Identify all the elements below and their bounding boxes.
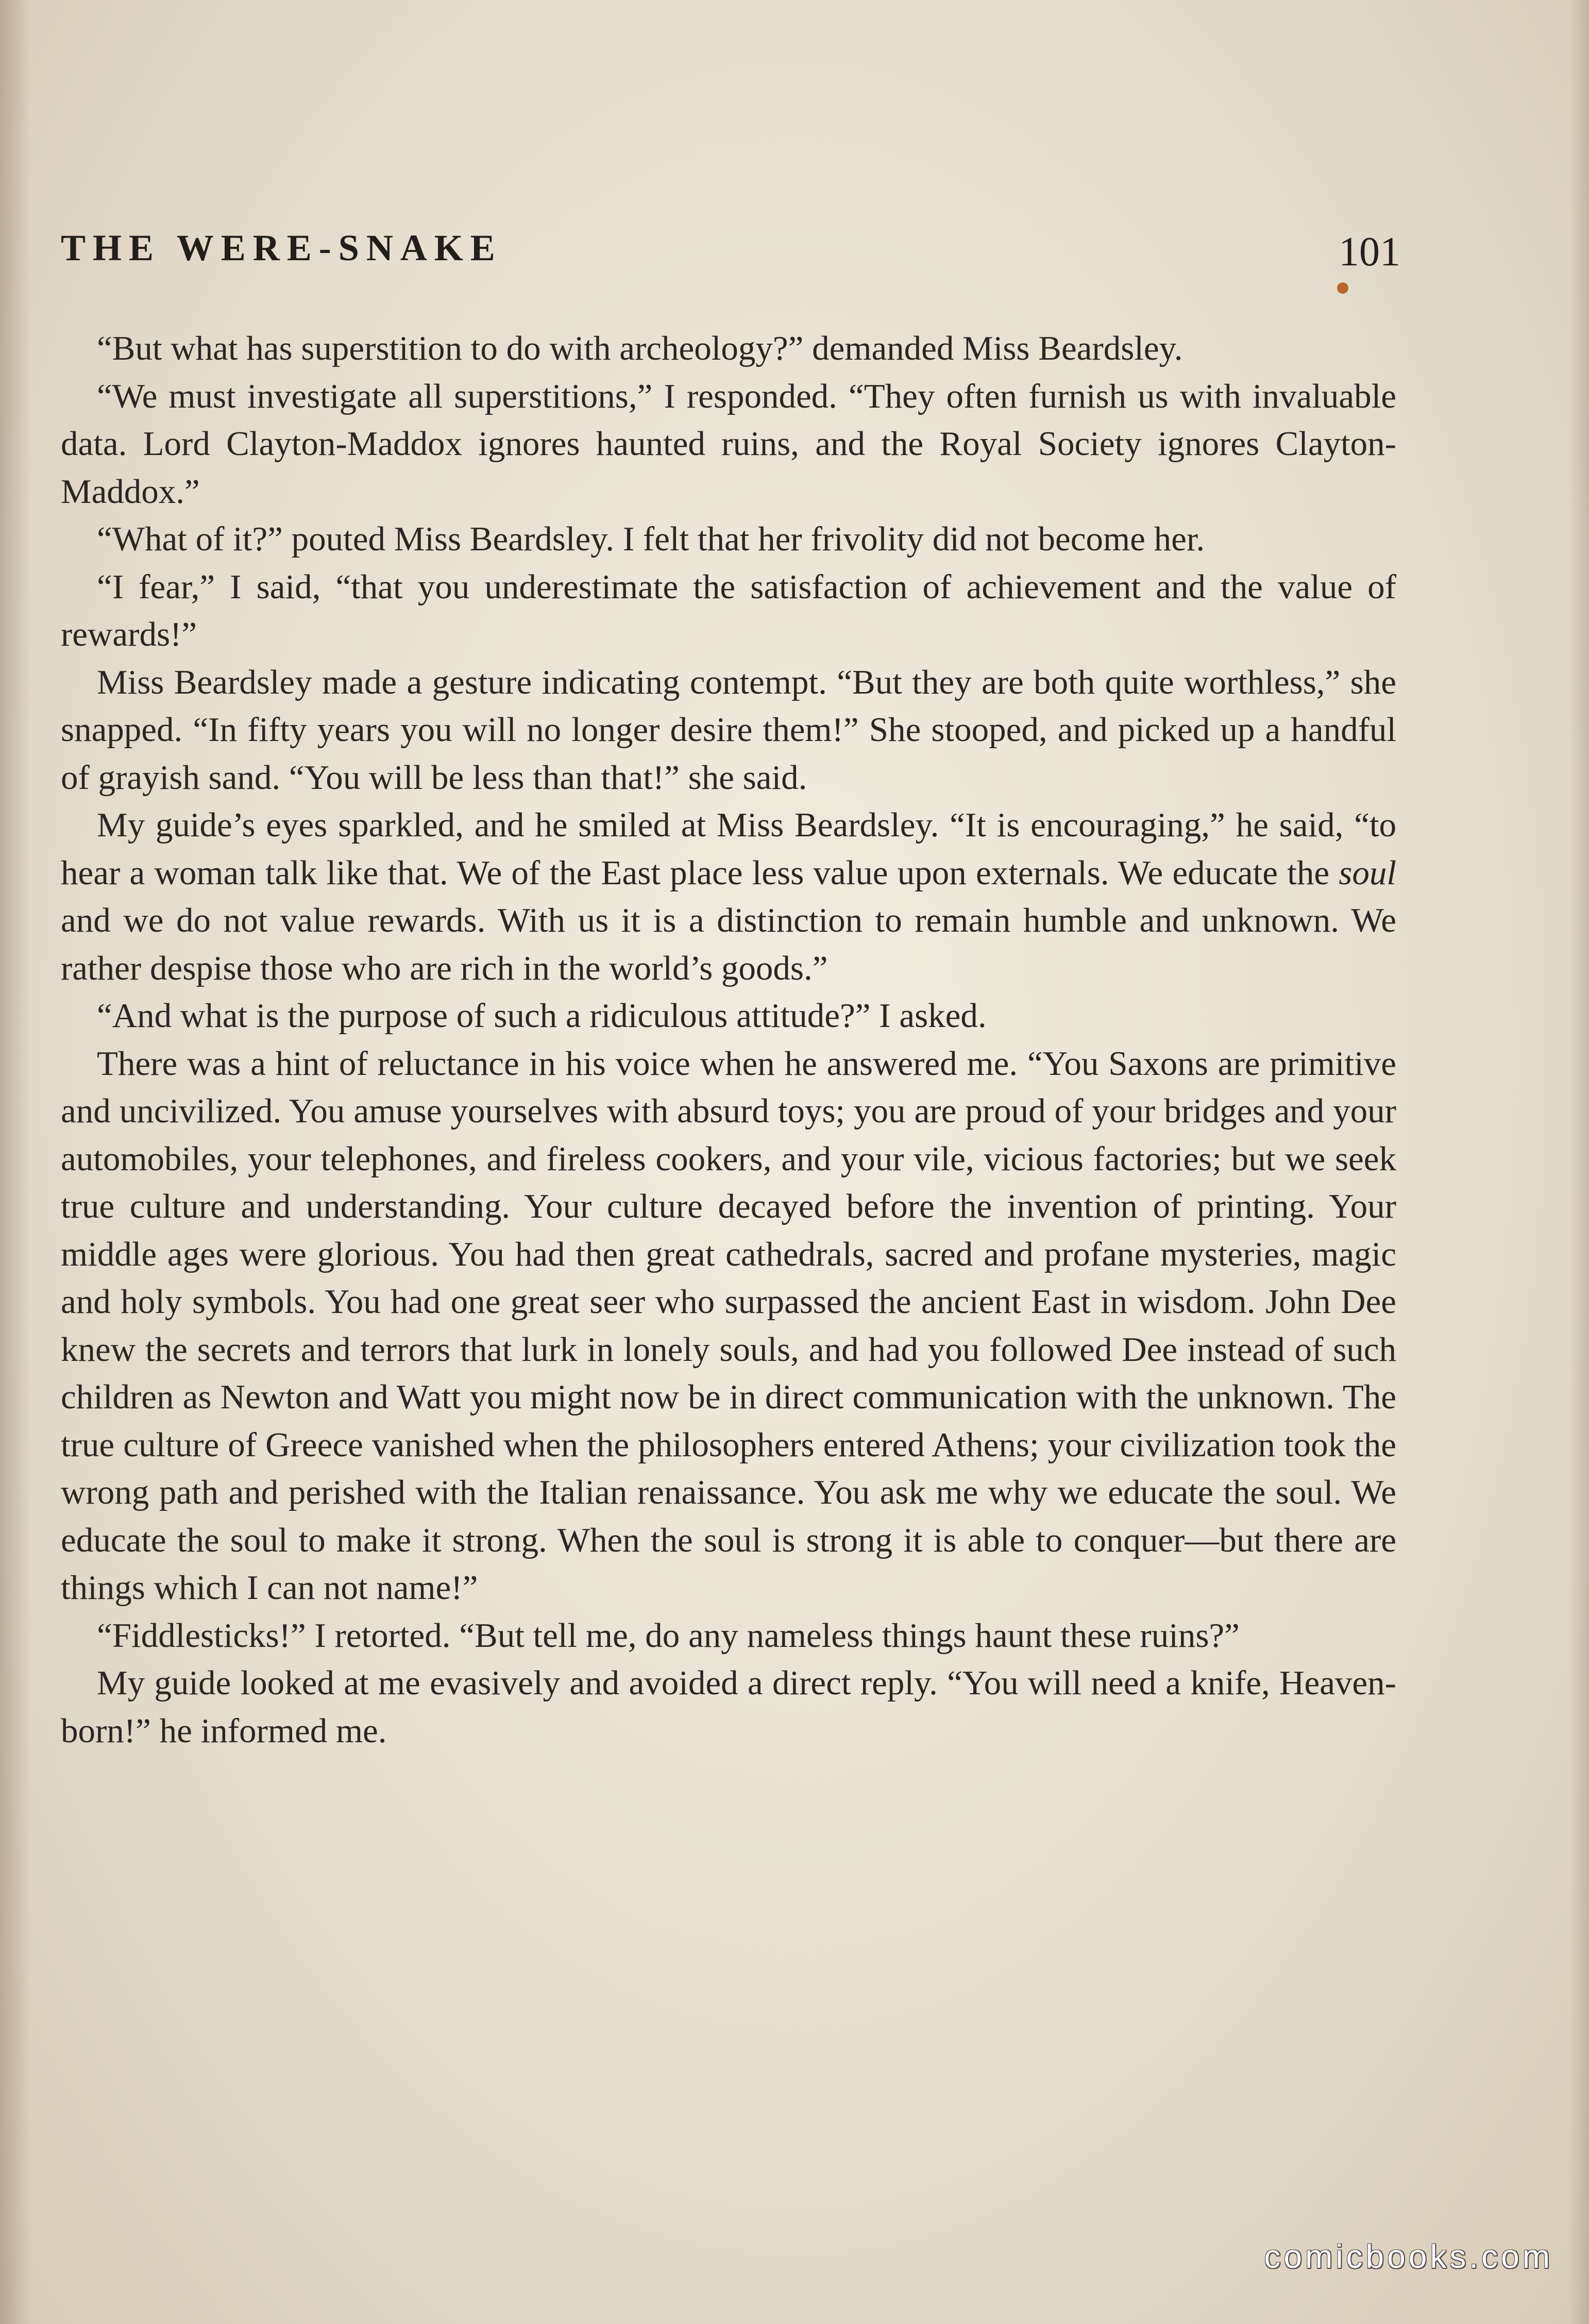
paragraph xyxy=(61,801,1396,992)
paragraph-text: My guide’s eyes sparkled, and he smiled at Miss Beardsley. “It is encouraging,” he said, “to hear a woman talk like that. We of the East place less value upon externals. We educate the xyxy=(61,806,1396,892)
paragraph: “I fear,” I said, “that you underestimate the satisfaction of achievement and the value of rewards!” xyxy=(61,567,1396,653)
paragraph: “But what has superstition to do with archeology?” demanded Miss Beardsley. xyxy=(97,329,1183,367)
ink-dot xyxy=(1337,282,1348,294)
paragraph: My guide looked at me evasively and avoided a direct reply. “You will need a knife, Heaven-born!” he informed me. xyxy=(61,1664,1396,1750)
page-number: 101 xyxy=(1339,229,1400,275)
running-title: THE WERE-SNAKE xyxy=(61,227,502,268)
paragraph: “What of it?” pouted Miss Beardsley. I felt that her frivolity did not become her. xyxy=(97,520,1205,558)
paragraph-text: and we do not value rewards. With us it is a distinction to remain humble and unknown. We rather despise those who are rich in the world’s goods.” xyxy=(61,901,1396,987)
paragraph: Miss Beardsley made a gesture indicating contempt. “But they are both quite worthless,” she snapped. “In fifty years you will no longer desire them!” She stooped, and picked up a handful of grayish sand. “You will be less than that!” she said. xyxy=(61,663,1396,797)
paragraph: There was a hint of reluctance in his voice when he answered me. “You Saxons are primitive and uncivilized. You amuse yourselves with absurd toys; you are proud of your bridges and your automobiles, your telephones, and fireless cookers, and your vile, vicious factories; but we seek true culture and understanding. Your culture decayed before the invention of printing. Your middle ages were glorious. You had then great cathedrals, sacred and profane mysteries, magic and holy symbols. You had one great seer who surpassed the ancient East in wisdom. John Dee knew the secrets and terrors that lurk in lonely souls, and had you followed Dee instead of such children as Newton and Watt you might now be in direct communication with the unknown. The true culture of Greece vanished when the philosophers entered Athens; your civilization took the wrong path and perished with the Italian renaissance. You ask me why we educate the soul. We educate the soul to make it strong. When the soul is strong it is able to conquer—but there are things which I can not name!” xyxy=(61,1044,1396,1607)
page-edge-shadow-right xyxy=(1568,0,1589,2324)
paragraph: “We must investigate all superstitions,” I responded. “They often furnish us with invaluable data. Lord Clayton-Maddox ignores haunted ruins, and the Royal Society ignores Clayton-Maddox.” xyxy=(61,377,1396,511)
paragraph: “And what is the purpose of such a ridiculous attitude?” I asked. xyxy=(97,997,987,1035)
page-header xyxy=(61,227,1400,283)
page-edge-shadow-left xyxy=(0,0,31,2324)
italic-word: soul xyxy=(1339,853,1396,892)
body-text xyxy=(61,325,1396,1755)
paragraph: “Fiddlesticks!” I retorted. “But tell me, do any nameless things haunt these ruins?” xyxy=(97,1616,1240,1655)
watermark: comicbooks.com xyxy=(1264,2238,1553,2275)
